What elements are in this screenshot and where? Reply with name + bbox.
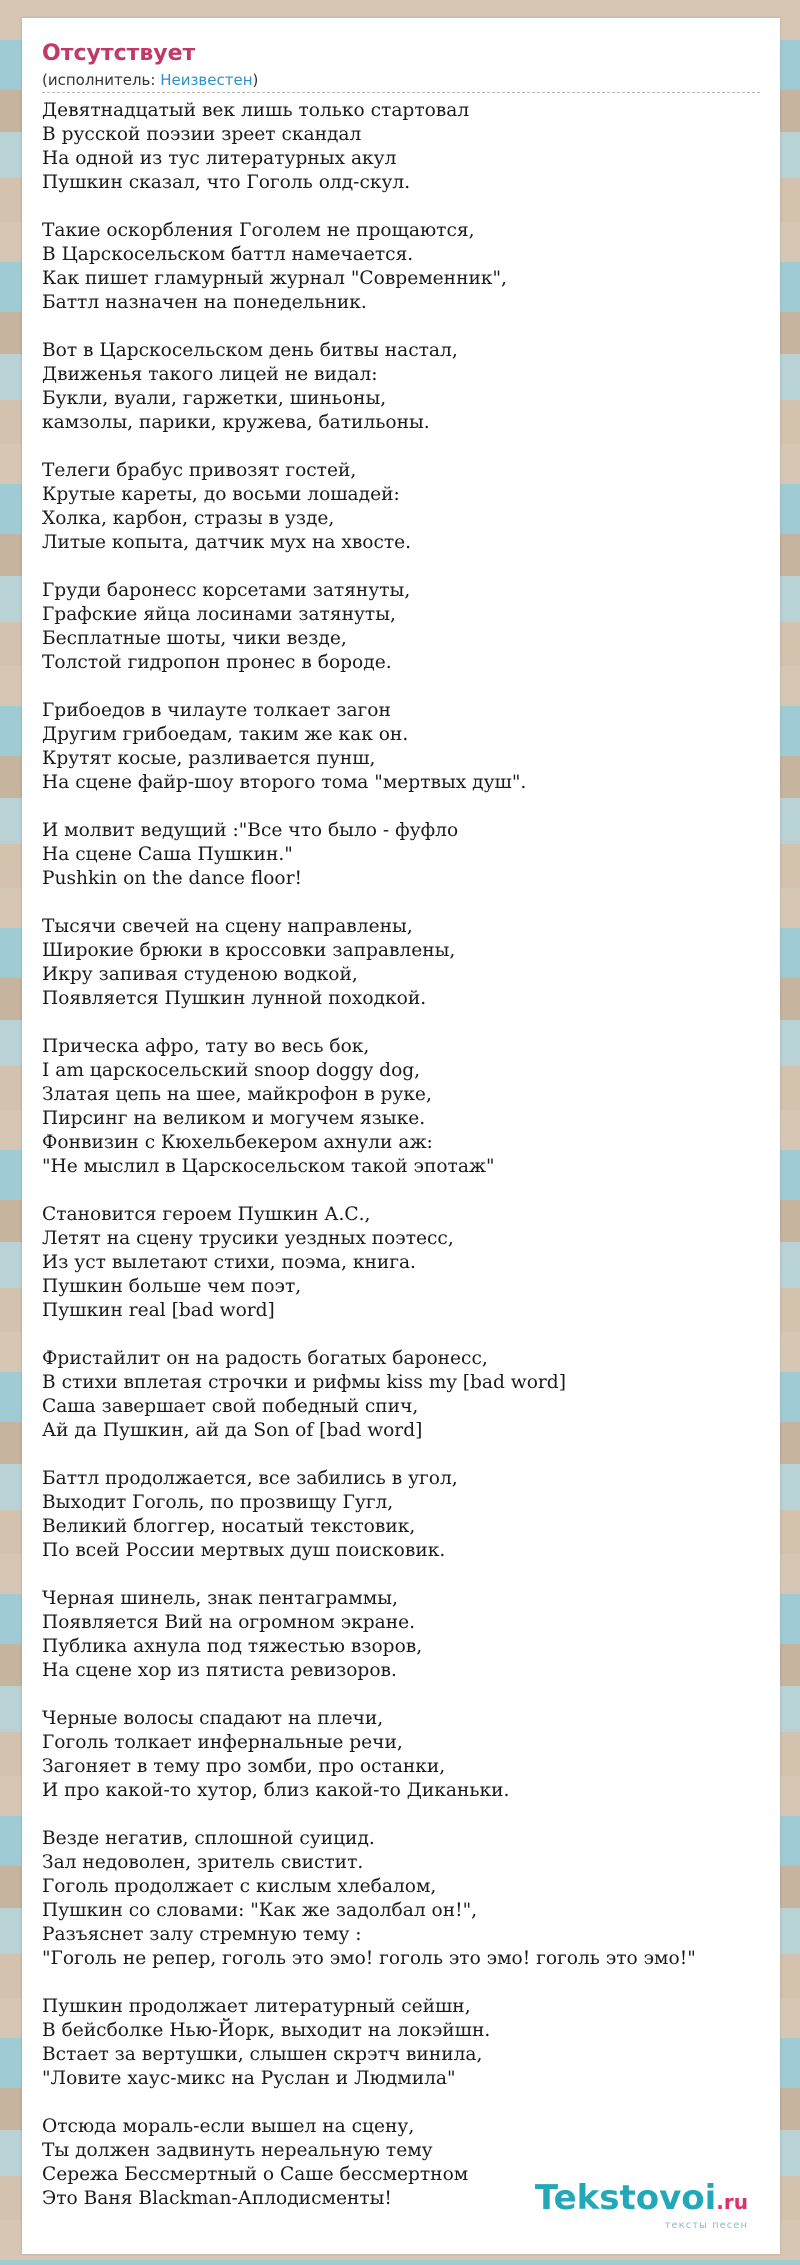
lyrics-stanza: [42, 99, 762, 195]
lyrics-line: Публика ахнула под тяжестью взоров,: [42, 1636, 423, 1657]
lyrics-line: Вот в Царскосельском день битвы настал,: [42, 340, 458, 361]
lyrics-line: На сцене хор из пятиста ревизоров.: [42, 1660, 397, 1681]
artist-prefix: (исполнитель:: [42, 71, 161, 89]
lyrics-line: Как пишет гламурный журнал "Современник",: [42, 268, 507, 289]
lyrics-line: Отсюда мораль-если вышел на сцену,: [42, 2116, 415, 2137]
lyrics-stanza: [42, 699, 762, 795]
artist-line: [42, 70, 258, 90]
lyrics-line: Икру запивая студеною водкой,: [42, 964, 358, 985]
lyrics-line: Телеги брабус привозят гостей,: [42, 460, 357, 481]
lyrics-line: И про какой-то хутор, близ какой-то Диканьки.: [42, 1780, 510, 1801]
lyrics-line: Другим грибоедам, таким же как он.: [42, 724, 409, 745]
lyrics-stanza: [42, 1707, 762, 1803]
lyrics-line: В стихи вплетая строчки и рифмы kiss my [bad word]: [42, 1372, 566, 1393]
lyrics-line: Ай да Пушкин, ай да Son of [bad word]: [42, 1420, 423, 1441]
site-logo[interactable]: [535, 2180, 748, 2232]
lyrics-line: Широкие брюки в кроссовки заправлены,: [42, 940, 456, 961]
lyrics-line: камзолы, парики, кружева, батильоны.: [42, 412, 430, 433]
lyrics-line: Такие оскорбления Гоголем не прощаются,: [42, 220, 475, 241]
lyrics-stanza: [42, 1347, 762, 1443]
lyrics-line: "Ловите хаус-микс на Руслан и Людмила": [42, 2068, 456, 2089]
lyrics-line: Саша завершает свой победный спич,: [42, 1396, 419, 1417]
lyrics-line: Бесплатные шоты, чики везде,: [42, 628, 347, 649]
lyrics-line: Летят на сцену трусики уездных поэтесс,: [42, 1228, 454, 1249]
lyrics-line: Черные волосы спадают на плечи,: [42, 1708, 384, 1729]
lyrics-line: Это Ваня Blackman-Аплодисменты!: [42, 2188, 392, 2209]
lyrics-line: Пушкин сказал, что Гоголь олд-скул.: [42, 172, 411, 193]
lyrics-line: Девятнадцатый век лишь только стартовал: [42, 100, 470, 121]
lyrics-line: Пушкин со словами: "Как же задолбал он!",: [42, 1900, 478, 1921]
lyrics-line: Гоголь толкает инфернальные речи,: [42, 1732, 403, 1753]
lyrics-stanza: [42, 1827, 762, 1971]
logo-name: Tekstovoi: [534, 2178, 717, 2218]
lyrics-line: Букли, вуали, гаржетки, шиньоны,: [42, 388, 387, 409]
lyrics-line: "Не мыслил в Царскосельском такой эпотаж": [42, 1156, 495, 1177]
lyrics-line: Разъяснет залу стремную тему :: [42, 1924, 362, 1945]
lyrics-line: В Царскосельском баттл намечается.: [42, 244, 414, 265]
artist-suffix: ): [252, 71, 259, 89]
lyrics-line: Тысячи свечей на сцену направлены,: [42, 916, 413, 937]
lyrics-line: Загоняет в тему про зомби, про останки,: [42, 1756, 446, 1777]
lyrics-line: По всей России мертвых душ поисковик.: [42, 1540, 446, 1561]
lyrics-stanza: [42, 1203, 762, 1323]
lyrics-line: Баттл назначен на понедельник.: [42, 292, 367, 313]
lyrics-line: Везде негатив, сплошной суицид.: [42, 1828, 375, 1849]
lyrics-line: В бейсболке Нью-Йорк, выходит на локэйшн.: [42, 2020, 491, 2041]
lyrics-line: Встает за вертушки, слышен скрэтч винила,: [42, 2044, 483, 2065]
lyrics-line: Прическа афро, тату во весь бок,: [42, 1036, 370, 1057]
lyrics-stanza: [42, 339, 762, 435]
lyrics-line: Пушкин больше чем поэт,: [42, 1276, 302, 1297]
lyrics-line: Ты должен задвинуть нереальную тему: [42, 2140, 433, 2161]
lyrics-stanza: [42, 915, 762, 1011]
lyrics-line: Груди баронесс корсетами затянуты,: [42, 580, 411, 601]
lyrics-line: Становится героем Пушкин А.С.,: [42, 1204, 371, 1225]
lyrics-line: Черная шинель, знак пентаграммы,: [42, 1588, 398, 1609]
lyrics-line: Баттл продолжается, все забились в угол,: [42, 1468, 458, 1489]
lyrics-line: И молвит ведущий :"Все что было - фуфло: [42, 820, 459, 841]
lyrics-line: Фонвизин с Кюхельбекером ахнули аж:: [42, 1132, 433, 1153]
artist-link[interactable]: Неизвестен: [160, 71, 253, 89]
logo-tld: .ru: [716, 2190, 748, 2214]
lyrics-line: На сцене Саша Пушкин.": [42, 844, 293, 865]
lyrics-text: [42, 99, 762, 2235]
lyrics-line: I am царскосельский snoop doggy dog,: [42, 1060, 421, 1081]
lyrics-line: Зал недоволен, зритель свистит.: [42, 1852, 364, 1873]
lyrics-stanza: [42, 219, 762, 315]
lyrics-line: Пирсинг на великом и могучем языке.: [42, 1108, 426, 1129]
lyrics-line: Златая цепь на шее, майкрофон в руке,: [42, 1084, 432, 1105]
lyrics-line: Появляется Вий на огромном экране.: [42, 1612, 416, 1633]
lyrics-line: Пушкин продолжает литературный сейшн,: [42, 1996, 471, 2017]
lyrics-line: Крутят косые, разливается пунш,: [42, 748, 376, 769]
lyrics-line: Выходит Гоголь, по прозвищу Гугл,: [42, 1492, 394, 1513]
lyrics-line: Гоголь продолжает с кислым хлебалом,: [42, 1876, 437, 1897]
lyrics-stanza: [42, 1995, 762, 2091]
title-divider: [42, 92, 760, 93]
lyrics-line: Появляется Пушкин лунной походкой.: [42, 988, 427, 1009]
lyrics-stanza: [42, 1467, 762, 1563]
lyrics-line: Грибоедов в чилауте толкает загон: [42, 700, 391, 721]
lyrics-line: Графские яйца лосинами затянуты,: [42, 604, 396, 625]
lyrics-line: Движенья такого лицей не видал:: [42, 364, 378, 385]
lyrics-line: На сцене файр-шоу второго тома "мертвых душ".: [42, 772, 527, 793]
lyrics-line: Литые копыта, датчик мух на хвосте.: [42, 532, 412, 553]
lyrics-stanza: [42, 819, 762, 891]
lyrics-line: Фристайлит он на радость богатых баронесс,: [42, 1348, 488, 1369]
lyrics-line: Пушкин real [bad word]: [42, 1300, 275, 1321]
logo-tagline: тексты песен: [664, 2220, 748, 2231]
lyrics-line: Сережа Бессмертный о Саше бессмертном: [42, 2164, 469, 2185]
lyrics-stanza: [42, 459, 762, 555]
lyrics-line: Великий блоггер, носатый текстовик,: [42, 1516, 416, 1537]
lyrics-line: Холка, карбон, стразы в узде,: [42, 508, 335, 529]
logo-wordmark: [535, 2180, 748, 2220]
lyrics-stanza: [42, 579, 762, 675]
lyrics-stanza: [42, 1587, 762, 1683]
lyrics-line: Крутые кареты, до восьми лошадей:: [42, 484, 400, 505]
lyrics-line: Pushkin on the dance floor!: [42, 868, 302, 889]
lyrics-line: "Гоголь не репер, гоголь это эмо! гоголь это эмо! гоголь это эмо!": [42, 1948, 696, 1969]
lyrics-card: [22, 18, 780, 2254]
song-title: Отсутствует: [42, 41, 196, 66]
lyrics-line: Из уст вылетают стихи, поэма, книга.: [42, 1252, 416, 1273]
lyrics-line: В русской поэзии зреет скандал: [42, 124, 362, 145]
lyrics-line: Толстой гидропон пронес в бороде.: [42, 652, 392, 673]
lyrics-line: На одной из тус литературных акул: [42, 148, 397, 169]
lyrics-stanza: [42, 1035, 762, 1179]
